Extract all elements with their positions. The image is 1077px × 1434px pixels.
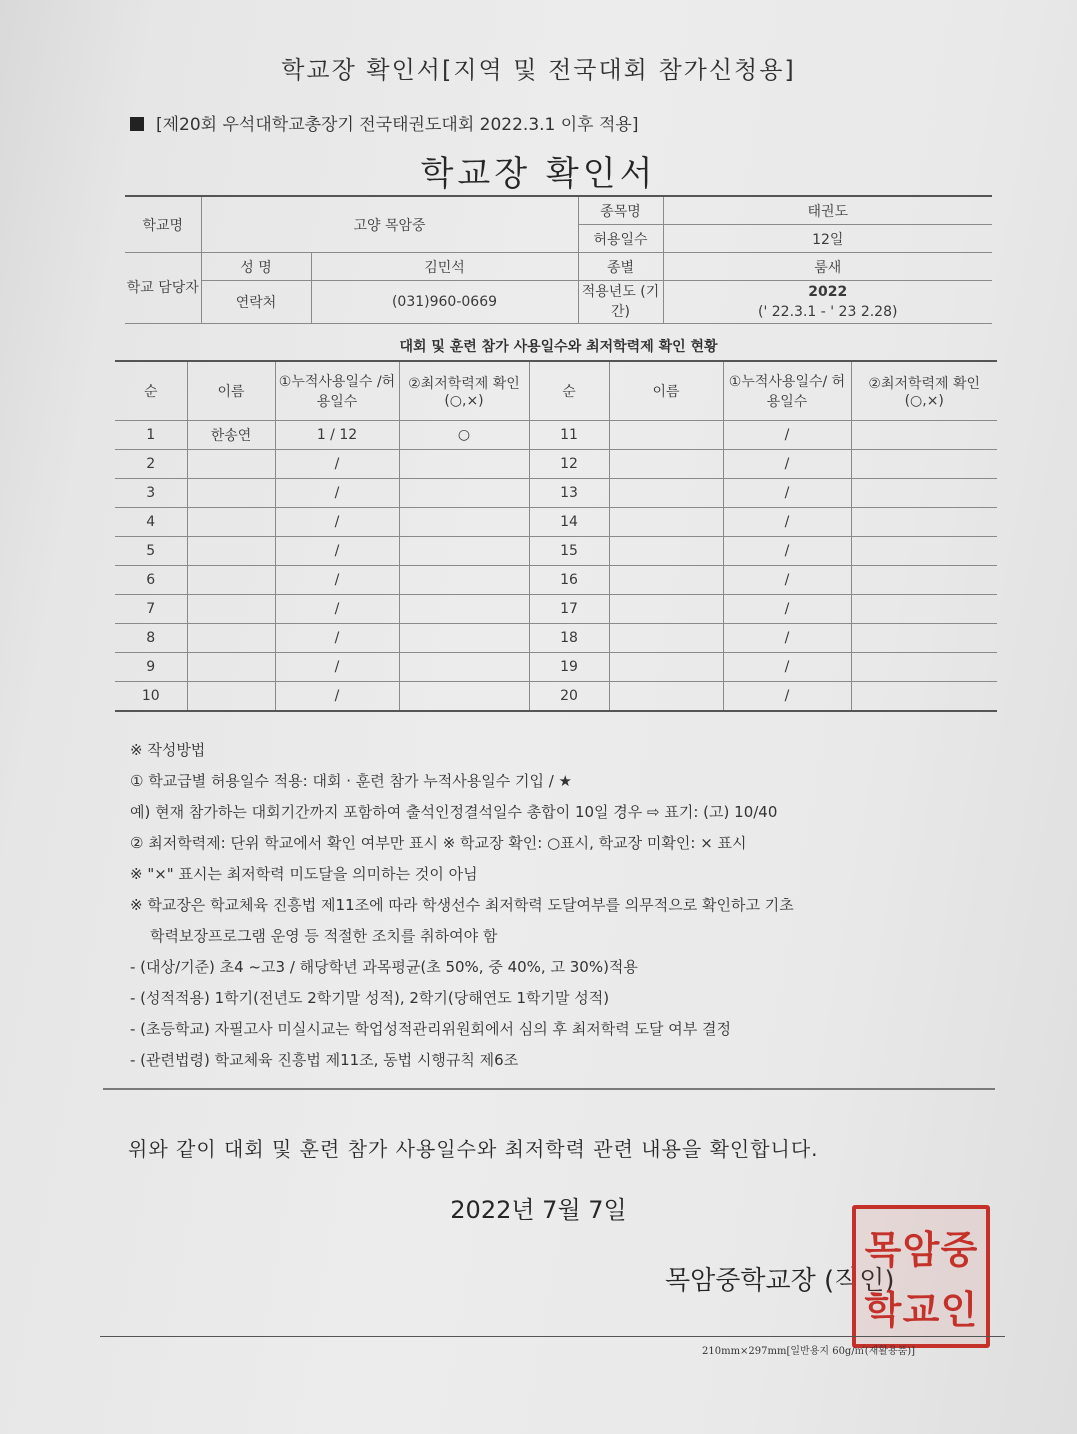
row-number: 13 [529,479,609,508]
table-row [115,479,997,508]
year-label: 적용년도 (기간) [578,281,663,324]
academic-check [399,450,529,479]
student-name [187,595,275,624]
square-bullet-icon [130,117,144,131]
academic-check [851,421,997,450]
col-header-name: 이름 [609,361,723,421]
table-row [115,653,997,682]
table-row [115,450,997,479]
col-header-check: ②최저학력제 확인(○,×) [399,361,529,421]
table-row [115,537,997,566]
academic-check [399,653,529,682]
student-name [609,624,723,653]
row-number: 18 [529,624,609,653]
academic-check [851,624,997,653]
notice-text: [제20회 우석대학교총장기 전국태권도대회 2022.3.1 이후 적용] [156,115,639,135]
contact-value: (031)960-0669 [311,281,578,324]
academic-check [851,653,997,682]
days-used: / [723,479,851,508]
roster-table [115,360,997,712]
row-number: 16 [529,566,609,595]
application-notice [130,110,638,135]
allowed-days-label: 허용일수 [578,225,663,253]
row-number: 2 [115,450,187,479]
student-name [187,653,275,682]
table-row [115,682,997,712]
table-row [115,508,997,537]
period-value: (' 22.3.1 - ' 23 2.28) [758,304,898,320]
table-row [115,624,997,653]
student-name [609,479,723,508]
days-used: / [723,624,851,653]
student-name [609,682,723,712]
academic-check [851,450,997,479]
page-title: 학교장 확인서 [420,154,657,194]
official-seal [852,1205,990,1348]
school-name-value: 고양 목암중 [201,196,578,253]
seal-char: 목 [864,1228,902,1273]
row-number: 9 [115,653,187,682]
academic-check [851,479,997,508]
guide-line: ※ "×" 표시는 최저학력 미도달을 의미하는 것이 아님 [130,865,478,883]
days-used: / [723,537,851,566]
sport-label: 종목명 [578,196,663,225]
guide-line: - (관련법령) 학교체육 진흥법 제11조, 동법 시행규칙 제6조 [130,1051,519,1069]
academic-check [399,508,529,537]
days-used: / [723,421,851,450]
days-used: / [275,479,399,508]
school-name-label: 학교명 [125,196,201,253]
academic-check [399,537,529,566]
manager-name-label: 성 명 [201,253,311,281]
table-row [115,595,997,624]
days-used: / [275,537,399,566]
student-name [187,537,275,566]
divider [103,1088,995,1090]
days-used: 1 / 12 [275,421,399,450]
days-used: / [723,566,851,595]
roster-title: 대회 및 훈련 참가 사용일수와 최저학력제 확인 현황 [399,339,718,355]
guide-line: ② 최저학력제: 단위 학교에서 확인 여부만 표시 ※ 학교장 확인: ○표시, 학교장 미확인: × 표시 [130,834,747,852]
days-used: / [275,624,399,653]
writing-guide [130,735,1010,1076]
contact-label: 연락처 [201,281,311,324]
student-name [187,682,275,712]
row-number: 19 [529,653,609,682]
academic-check [399,624,529,653]
guide-line: 학력보장프로그램 운영 등 적절한 조치를 취하여야 함 [150,927,498,945]
row-number: 15 [529,537,609,566]
category-label: 종별 [578,253,663,281]
guide-line: 예) 현재 참가하는 대회기간까지 포함하여 출석인정결석일수 총합이 10일 경우 ⇨ 표기: (고) 10/40 [130,803,778,821]
seal-char: 중 [940,1228,978,1273]
days-used: / [723,595,851,624]
manager-name-value: 김민석 [311,253,578,281]
row-number: 11 [529,421,609,450]
student-name [187,450,275,479]
school-info-table [125,195,992,324]
row-number: 10 [115,682,187,712]
row-number: 20 [529,682,609,712]
col-header-name: 이름 [187,361,275,421]
academic-check [851,682,997,712]
academic-check [399,595,529,624]
student-name [187,566,275,595]
row-number: 8 [115,624,187,653]
col-header-no: 순 [529,361,609,421]
seal-characters [864,1217,978,1336]
student-name [609,653,723,682]
days-used: / [723,653,851,682]
days-used: / [275,653,399,682]
academic-check [851,595,997,624]
guide-line: - (초등학교) 자필고사 미실시교는 학업성적관리위원회에서 심의 후 최저학력 도달 여부 결정 [130,1020,731,1038]
row-number: 3 [115,479,187,508]
seal-char: 교 [902,1287,940,1332]
academic-check [399,566,529,595]
row-number: 6 [115,566,187,595]
confirmation-statement: 위와 같이 대회 및 훈련 참가 사용일수와 최저학력 관련 내용을 확인합니다. [128,1137,819,1161]
student-name [609,450,723,479]
row-number: 12 [529,450,609,479]
year-cell [663,281,992,324]
student-name [609,537,723,566]
manager-label: 학교 담당자 [125,253,201,324]
roster-body [115,421,997,712]
seal-char: 인 [940,1287,978,1332]
student-name [187,624,275,653]
days-used: / [723,450,851,479]
guide-line: ① 학교급별 허용일수 적용: 대회 · 훈련 참가 누적사용일수 기입 / ★ [130,772,572,790]
student-name [609,508,723,537]
col-header-days: ①누적사용일수/ 허용일수 [723,361,851,421]
row-number: 7 [115,595,187,624]
footer-divider [100,1336,1005,1337]
academic-check: ○ [399,421,529,450]
student-name: 한송연 [187,421,275,450]
row-number: 1 [115,421,187,450]
table-row [115,566,997,595]
seal-char: 암 [902,1228,940,1273]
days-used: / [275,682,399,712]
guide-line: ※ 학교장은 학교체육 진흥법 제11조에 따라 학생선수 최저학력 도달여부를 의무적으로 확인하고 기초 [130,896,794,914]
guide-heading: ※ 작성방법 [130,741,206,759]
student-name [609,566,723,595]
col-header-days: ①누적사용일수 /허용일수 [275,361,399,421]
student-name [187,508,275,537]
days-used: / [275,595,399,624]
seal-char: 학 [864,1287,902,1332]
table-row [115,421,997,450]
days-used: / [723,682,851,712]
category-value: 룸새 [663,253,992,281]
principal-signature: 목암중학교장 (직인) [665,1266,895,1296]
row-number: 17 [529,595,609,624]
sport-value: 태권도 [663,196,992,225]
academic-check [399,479,529,508]
col-header-no: 순 [115,361,187,421]
guide-line: - (대상/기준) 초4 ~고3 / 해당학년 과목평균(초 50%, 중 40%, 고 30%)적용 [130,958,638,976]
academic-check [851,566,997,595]
col-header-check: ②최저학력제 확인(○,×) [851,361,997,421]
year-value: 2022 [808,284,848,300]
academic-check [399,682,529,712]
student-name [609,421,723,450]
student-name [609,595,723,624]
academic-check [851,537,997,566]
row-number: 5 [115,537,187,566]
paper-spec-footer: 210mm×297mm[일반용지 60g/㎡(재활용품)] [702,1346,916,1357]
allowed-days-value: 12일 [663,225,992,253]
row-number: 14 [529,508,609,537]
academic-check [851,508,997,537]
student-name [187,479,275,508]
days-used: / [275,508,399,537]
days-used: / [275,566,399,595]
days-used: / [723,508,851,537]
days-used: / [275,450,399,479]
issue-date: 2022년 7월 7일 [450,1196,627,1224]
form-header-title: 학교장 확인서[지역 및 전국대회 참가신청용] [281,56,796,84]
row-number: 4 [115,508,187,537]
guide-line: - (성적적용) 1학기(전년도 2학기말 성적), 2학기(당해연도 1학기말 성적) [130,989,610,1007]
